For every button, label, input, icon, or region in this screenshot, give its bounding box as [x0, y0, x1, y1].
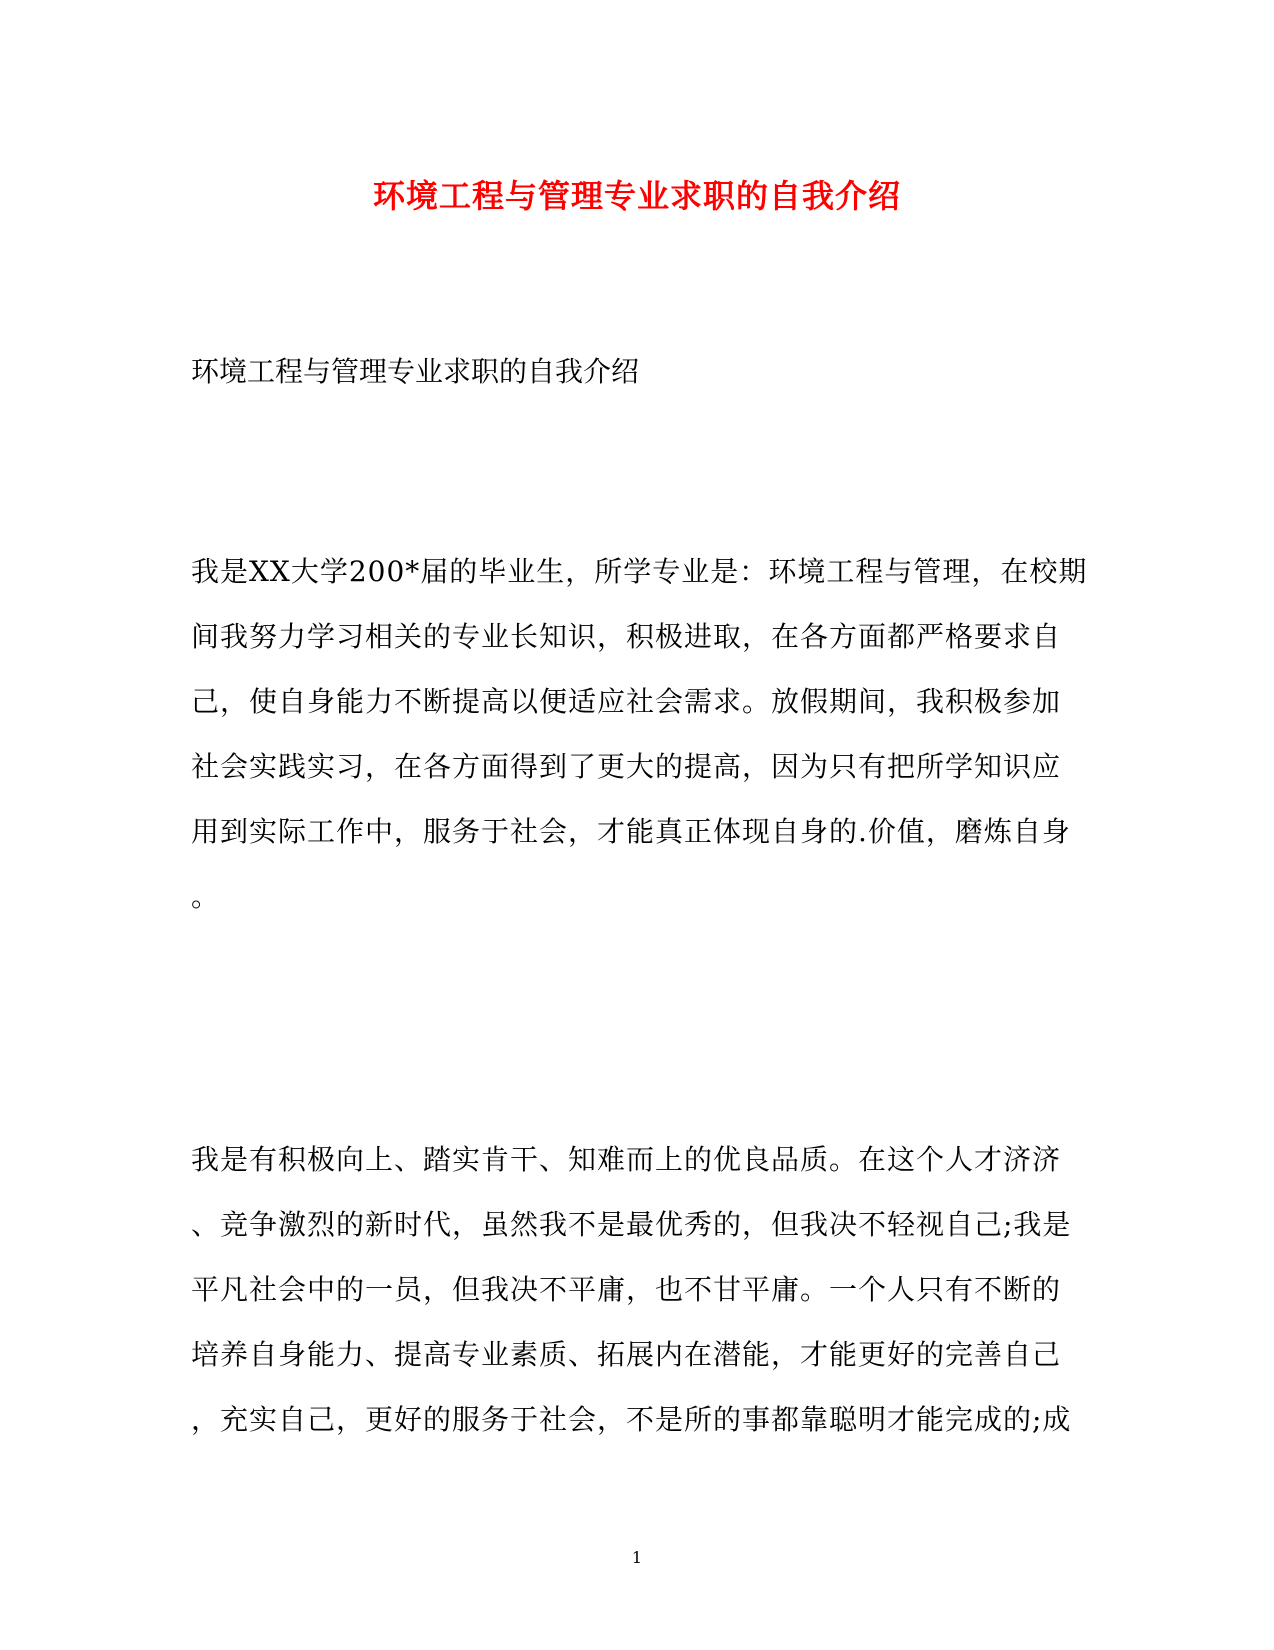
- paragraph-line: 用到实际工作中，服务于社会，才能真正体现自身的.价值，磨炼自身: [191, 815, 1071, 848]
- paragraph-line: ，充实自己，更好的服务于社会，不是所的事都靠聪明才能完成的;成: [191, 1403, 1072, 1436]
- paragraph-line: 我是XX大学200*届的毕业生，所学专业是：环境工程与管理，在校期: [191, 555, 1088, 588]
- paragraph-1: [191, 552, 1091, 942]
- document-title: 环境工程与管理专业求职的自我介绍: [372, 177, 901, 215]
- paragraph-line: 。: [191, 880, 221, 913]
- paragraph-line: 我是有积极向上、踏实肯干、知难而上的优良品质。在这个人才济济: [191, 1143, 1062, 1176]
- paragraph-line: 己，使自身能力不断提高以便适应社会需求。放假期间，我积极参加: [191, 685, 1062, 718]
- paragraph-line: 社会实践实习，在各方面得到了更大的提高，因为只有把所学知识应: [191, 750, 1062, 783]
- paragraph-2: [191, 1140, 1091, 1465]
- document-subtitle: 环境工程与管理专业求职的自我介绍: [191, 355, 640, 388]
- paragraph-line: 间我努力学习相关的专业长知识，积极进取，在各方面都严格要求自: [191, 620, 1062, 653]
- paragraph-line: 、竞争激烈的新时代，虽然我不是最优秀的，但我决不轻视自己;我是: [191, 1208, 1072, 1241]
- paragraph-line: 平凡社会中的一员，但我决不平庸，也不甘平庸。一个人只有不断的: [191, 1273, 1062, 1306]
- paragraph-line: 培养自身能力、提高专业素质、拓展内在潜能，才能更好的完善自己: [191, 1338, 1062, 1371]
- page-number: 1: [631, 1548, 643, 1567]
